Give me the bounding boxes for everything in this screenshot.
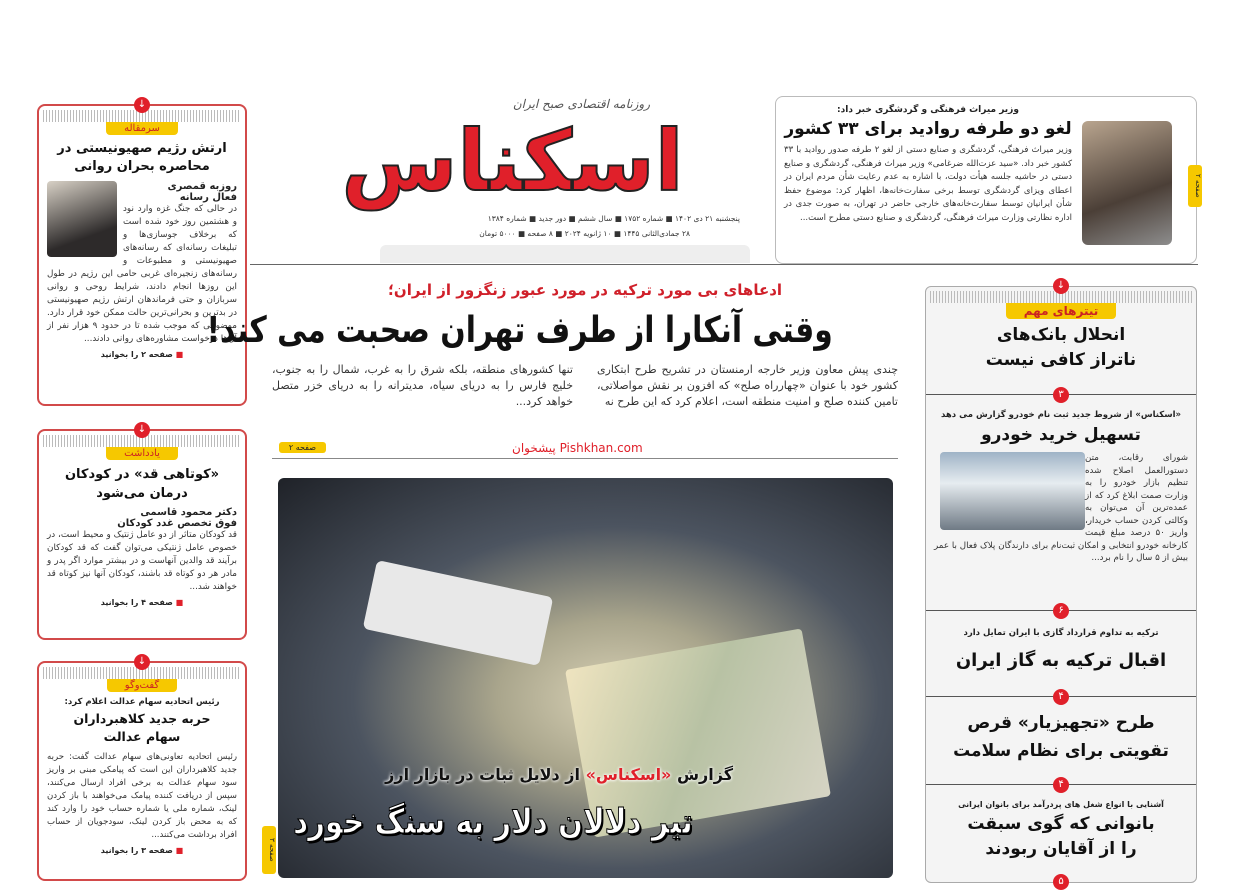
read-more-link[interactable]: ■ صفحه ۳ را بخوانید bbox=[47, 846, 237, 855]
page-number-badge: ۴ bbox=[1053, 689, 1069, 705]
watermark: پیشخوان Pishkhan.com bbox=[512, 441, 643, 455]
author-name: دکتر محمود قاسمی bbox=[140, 507, 237, 518]
section-tag: یادداشت bbox=[106, 447, 178, 460]
masthead bbox=[265, 95, 760, 265]
top-story-title[interactable]: لغو دو طرفه روادید برای ۳۳ کشور bbox=[784, 119, 1072, 139]
note-body: قد کودکان متاثر از دو عامل ژنتیک و محیط است، در خصوص عامل ژنتیکی می‌توان گفت که قد کودکان برآیند قد والدین آنهاست و در بیشتر موارد اگر پدر و مادر هر دو کوتاه قد باشند، کودکان آنها نیز کوتاه قد خواهند شد... bbox=[47, 530, 237, 592]
headline-title[interactable]: بانوانی که گوی سبقت را از آقایان ربودند bbox=[967, 814, 1155, 859]
page-number-badge: ۶ bbox=[1053, 603, 1069, 619]
page-number-badge: ۳ bbox=[1053, 387, 1069, 403]
page-tag[interactable]: صفحه ۲ bbox=[1188, 165, 1202, 207]
interview-body: رئیس اتحادیه تعاونی‌های سهام عدالت گفت: حربه جدید کلاهبرداران این است که پیامکی مبنی بر واریز سود سهام عدالت به برخی افراد ارسال می‌کنند، سپس از دریافت کننده پیامک می‌خواهند با باز کردن لینک، شماره ملی یا شماره حساب خود را وارد کند که به محض باز کردن لینک، سودجویان از حساب افراد برداشت می‌کنند... bbox=[47, 752, 237, 840]
section-tag: تیترهای مهم bbox=[1006, 303, 1117, 319]
headline-title[interactable]: اقبال ترکیه به گاز ایران bbox=[955, 650, 1167, 671]
section-tag: گفت‌وگو bbox=[107, 679, 177, 692]
top-story-body: وزیر میراث فرهنگی، گردشگری و صنایع دستی از لغو ۲ طرفه صدور روادید با ۳۳ کشور خبر داد. «سید عزت‌الله ضرغامی» وزیر میراث فرهنگی، گردشگری و صنایع دستی در حاشیه جلسه هیأت دولت، با اشاره به عدم رعایت شأن مردم ایران در اعطای ویزای گردشگری توسط برخی سفارت‌خانه‌ها، اظهار کرد: موضوع حفظ شأن ایرانیان توسط سفارت‌خانه‌های خارجی حاضر در تهران، به صورت جدی در اداره نظارتی وزارت میراث فرهنگی، گردشگری و صنایع دستی مطرح است... bbox=[784, 145, 1072, 223]
headline-title[interactable]: تسهیل خرید خودرو bbox=[981, 425, 1141, 445]
headline-title[interactable]: طرح «تجهیزیار» قرص تقویتی برای نظام سلامت bbox=[953, 713, 1169, 761]
photo-story[interactable] bbox=[278, 478, 893, 878]
read-more-link[interactable]: ■ صفحه ۴ را بخوانید bbox=[47, 598, 237, 607]
headline-item[interactable] bbox=[926, 697, 1196, 790]
headline-body: شورای رقابت، متن دستورالعمل اصلاح شده تنظیم بازار خودرو را به وزارت صمت ابلاغ کرد که از عمده‌ترین آن می‌توان به وکالتی کردن حساب خریدار، واریز ۵۰ درصد مبلغ قیمت کارخانه خودرو انتخابی و امکان ثبت‌نام برای دارندگان پلاک فعال با عمر بیش از ۵ سال را نام برد... bbox=[934, 453, 1189, 563]
headline-kicker: ترکیه به تداوم قرارداد گازی با ایران تمایل دارد bbox=[963, 628, 1159, 638]
page-number-badge: ۴ bbox=[1053, 777, 1069, 793]
section-tag: سرمقاله bbox=[106, 122, 178, 135]
arrow-down-icon: ↓ bbox=[134, 97, 150, 113]
page-tag[interactable]: صفحه ۲ bbox=[279, 442, 326, 453]
page-tag[interactable]: صفحه ۳ bbox=[262, 826, 276, 874]
headline-item[interactable] bbox=[926, 785, 1196, 887]
note-title[interactable]: «کوتاهی قد» در کودکان درمان می‌شود bbox=[64, 467, 220, 501]
headline-title[interactable]: انحلال بانک‌های ناتراز کافی نیست bbox=[985, 325, 1137, 370]
photo-title[interactable]: تیر دلالان دلار به سنگ خورد bbox=[293, 802, 693, 842]
headline-kicker: آشنایی با انواع شغل های پردرآمد برای بانوان ایرانی bbox=[958, 800, 1164, 809]
logo[interactable]: اسکناس bbox=[341, 112, 684, 210]
calculator-image bbox=[363, 560, 554, 666]
note-box[interactable] bbox=[37, 424, 247, 640]
headline-kicker: «اسکناس» از شروط جدید ثبت نام خودرو گزارش می دهد bbox=[941, 410, 1181, 420]
photo-kicker-pre: گزارش bbox=[676, 765, 733, 784]
interview-kicker: رئیس اتحادیه سهام عدالت اعلام کرد: bbox=[64, 697, 220, 707]
tagline: روزنامه اقتصادی صبح ایران bbox=[512, 97, 650, 111]
headline-item[interactable] bbox=[926, 395, 1196, 616]
lead-col-1: چندی پیش معاون وزیر خارجه ارمنستان در تشریح طرح ابتکاری کشور خود با عنوان «چهارراه صلح» که افزون بر نقش مواصلاتی، تامین کننده صلح و امنیت منطقه است، اعلام کرد که این طرح نه bbox=[597, 363, 898, 408]
editorial-title[interactable]: ارتش رژیم صهیونیستی در محاصره بحران روانی bbox=[57, 141, 227, 174]
lead-story[interactable] bbox=[206, 280, 898, 460]
editorial-body: در حالی که جنگ غزه وارد نود و هشتمین روز خود شده است که برخلاف جوسازی‌ها و تبلیغات رسانه‌ای که رسانه‌های صهیونیستی و مطبوعات و رسانه‌های زنجیره‌ای غربی حامی این رژیم در طول این روزها انجام دادند، شرایط روحی و روانی سربازان و حتی فرماندهان ارتش رژیم صهیونیستی در بدترین و بحرانی‌ترین حالت ممکن خود قرار دارد. موضوعی که موجب شده تا در حدود ۹ هزار نفر از آن‌ها درخواست مشاوره‌های روانی دادند... bbox=[47, 204, 237, 344]
headlines-column bbox=[925, 280, 1197, 887]
lead-col-2: تنها کشورهای منطقه، بلکه شرق را به غرب، شمال را به جنوب، خلیج فارس را به دریای سیاه، مدیترانه را به دریای خزر متصل خواهد کرد... bbox=[272, 363, 573, 408]
read-more-link[interactable]: ■ صفحه ۲ را بخوانید bbox=[47, 350, 237, 359]
lead-title[interactable]: وقتی آنکارا از طرف تهران صحبت می کند! bbox=[206, 310, 833, 351]
lead-kicker: ادعاهای بی مورد ترکیه در مورد عبور زنگزور از ایران؛ bbox=[387, 281, 783, 299]
author-role: فعال رسانه bbox=[179, 192, 237, 203]
photo-kicker-post: از دلایل ثبات در بازار ارز bbox=[385, 765, 580, 784]
top-story-kicker: وزیر میراث فرهنگی و گردشگری خبر داد: bbox=[837, 105, 1019, 115]
author-photo bbox=[1082, 121, 1172, 245]
dateline: پنجشنبه ۲۱ دی ۱۴۰۲ ■ شماره ۱۷۵۲ ■ سال ششم ■ دور جدید ■ شماره ۱۳۸۴ bbox=[487, 214, 740, 223]
car-factory-photo bbox=[940, 452, 1085, 530]
page-number-badge: ۵ bbox=[1053, 874, 1069, 890]
editorial-box[interactable] bbox=[37, 99, 247, 406]
top-story[interactable] bbox=[775, 96, 1202, 264]
arrow-down-icon: ↓ bbox=[1053, 278, 1069, 294]
author-photo bbox=[47, 181, 117, 257]
author-name: روزبه قمصری bbox=[167, 181, 237, 192]
arrow-down-icon: ↓ bbox=[134, 654, 150, 670]
headline-item[interactable] bbox=[926, 303, 1196, 400]
dateline-hijri: ۲۸ جمادی‌الثانی ۱۴۴۵ ■ ۱۰ ژانویه ۲۰۲۴ ■ ۸ صفحه ■ ۵۰۰۰ تومان bbox=[479, 229, 690, 238]
interview-title[interactable]: حربه جدید کلاهبرداران سهام عدالت bbox=[73, 711, 211, 744]
interview-box[interactable] bbox=[37, 656, 247, 881]
photo-kicker-brand: «اسکناس» bbox=[585, 765, 672, 784]
author-role: فوق تخصص غدد کودکان bbox=[117, 518, 237, 529]
arrow-down-icon: ↓ bbox=[134, 422, 150, 438]
headline-item[interactable] bbox=[926, 611, 1196, 702]
